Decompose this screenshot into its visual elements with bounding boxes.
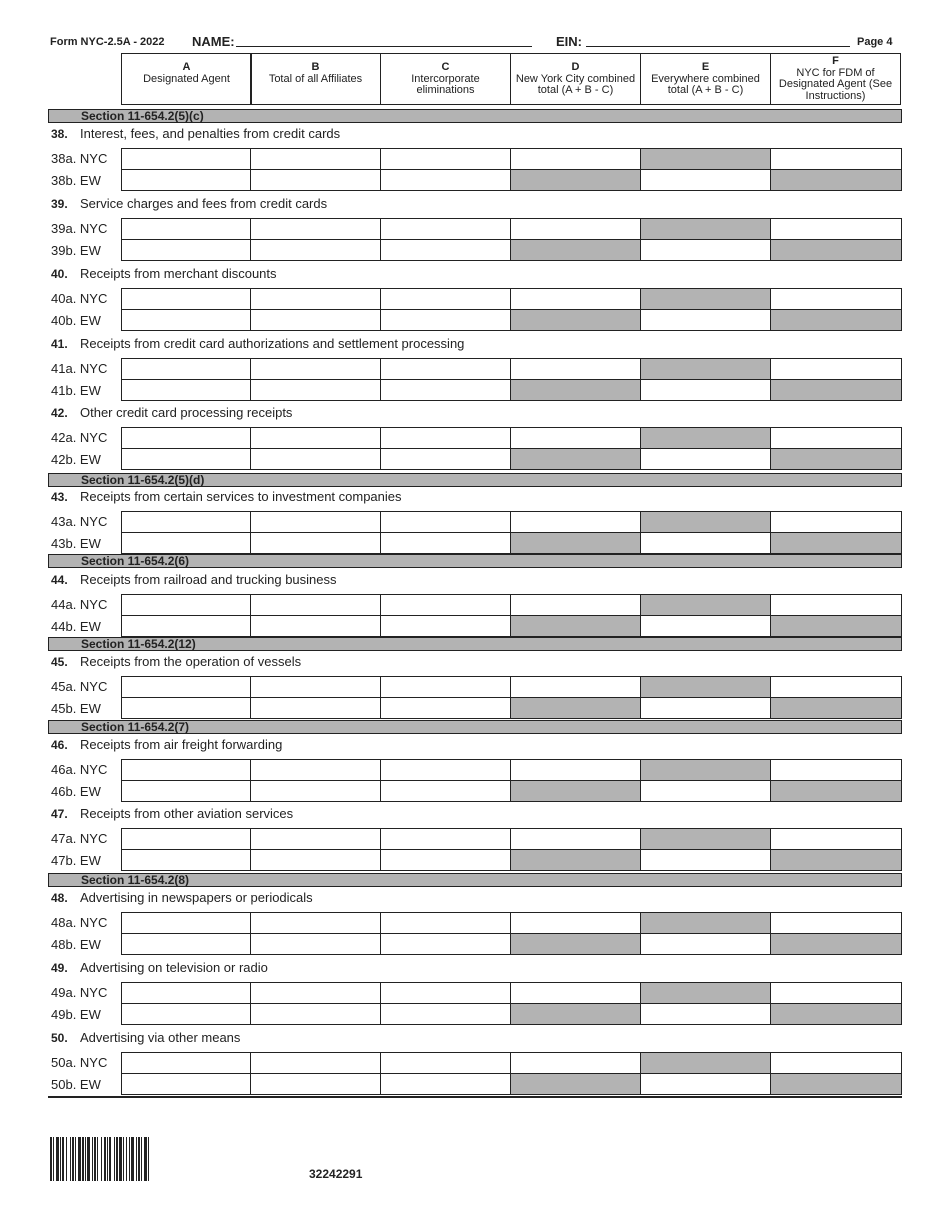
input-cell-ew-col-c[interactable] <box>380 169 512 191</box>
input-cell-nyc-col-b[interactable] <box>250 1052 382 1074</box>
column-description: NYC for FDM of Designated Agent (See Instructions) <box>778 66 893 102</box>
input-cell-nyc-col-e <box>640 759 772 781</box>
name-field[interactable] <box>236 46 532 47</box>
input-cell-ew-col-c[interactable] <box>380 448 512 470</box>
page-number: Page 4 <box>857 36 893 48</box>
input-cell-ew-col-d <box>510 448 642 470</box>
input-cell-nyc-col-d[interactable] <box>510 511 642 533</box>
line-number: 38. <box>51 127 68 141</box>
input-cell-nyc-col-a[interactable] <box>121 912 253 934</box>
input-cell-nyc-col-c[interactable] <box>380 912 512 934</box>
input-cell-ew-col-f <box>770 448 902 470</box>
line-text: Receipts from other aviation services <box>80 806 294 821</box>
input-cell-nyc-col-c[interactable] <box>380 828 512 850</box>
input-cell-ew-col-f <box>770 239 902 261</box>
input-cell-nyc-col-d[interactable] <box>510 759 642 781</box>
input-cell-ew-col-d <box>510 309 642 331</box>
input-cell-ew-col-c[interactable] <box>380 1073 512 1095</box>
input-cell-ew-col-f <box>770 532 902 554</box>
section-header: Section 11-654.2(5)(c) <box>48 109 902 123</box>
input-cell-nyc-col-b[interactable] <box>250 218 382 240</box>
input-cell-ew-col-d <box>510 780 642 802</box>
line-text: Advertising in newspapers or periodicals <box>80 890 313 905</box>
input-cell-nyc-col-c[interactable] <box>380 982 512 1004</box>
input-cell-nyc-col-e <box>640 358 772 380</box>
row-label-ew: 42b. EW <box>51 452 101 467</box>
input-cell-nyc-col-f[interactable] <box>770 288 902 310</box>
barcode-bar <box>149 1137 151 1181</box>
input-cell-ew-col-b[interactable] <box>250 448 382 470</box>
input-cell-nyc-col-c[interactable] <box>380 427 512 449</box>
column-header-c <box>380 53 511 105</box>
input-cell-ew-col-a[interactable] <box>121 379 253 401</box>
input-cell-ew-col-e[interactable] <box>640 309 772 331</box>
input-cell-nyc-col-f[interactable] <box>770 427 902 449</box>
column-description: Designated Agent <box>143 72 230 85</box>
line-description <box>51 1030 240 1045</box>
input-cell-nyc-col-e <box>640 511 772 533</box>
input-cell-nyc-col-a[interactable] <box>121 358 253 380</box>
section-header: Section 11-654.2(6) <box>48 554 902 568</box>
input-cell-ew-col-b[interactable] <box>250 849 382 871</box>
input-cell-ew-col-a[interactable] <box>121 849 253 871</box>
input-cell-nyc-col-d[interactable] <box>510 358 642 380</box>
line-description <box>51 196 327 211</box>
input-cell-nyc-col-f[interactable] <box>770 1052 902 1074</box>
input-cell-ew-col-a[interactable] <box>121 1073 253 1095</box>
input-cell-ew-col-e[interactable] <box>640 448 772 470</box>
line-number: 43. <box>51 490 68 504</box>
column-letter: D <box>571 61 580 73</box>
line-text: Receipts from air freight forwarding <box>80 737 283 752</box>
row-label-nyc: 42a. NYC <box>51 430 108 445</box>
line-number: 49. <box>51 961 68 975</box>
input-cell-nyc-col-b[interactable] <box>250 828 382 850</box>
input-cell-nyc-col-a[interactable] <box>121 759 253 781</box>
input-cell-nyc-col-b[interactable] <box>250 427 382 449</box>
input-cell-nyc-col-f[interactable] <box>770 982 902 1004</box>
input-cell-ew-col-b[interactable] <box>250 1073 382 1095</box>
row-label-nyc: 46a. NYC <box>51 762 108 777</box>
input-cell-ew-col-a[interactable] <box>121 697 253 719</box>
row-label-nyc: 39a. NYC <box>51 221 108 236</box>
input-cell-ew-col-b[interactable] <box>250 169 382 191</box>
input-cell-ew-col-b[interactable] <box>250 615 382 637</box>
row-label-ew: 44b. EW <box>51 619 101 634</box>
input-cell-ew-col-b[interactable] <box>250 379 382 401</box>
row-label-ew: 50b. EW <box>51 1077 101 1092</box>
input-cell-ew-col-d <box>510 532 642 554</box>
input-cell-ew-col-c[interactable] <box>380 849 512 871</box>
input-cell-ew-col-d <box>510 1003 642 1025</box>
input-cell-ew-col-b[interactable] <box>250 933 382 955</box>
input-cell-ew-col-c[interactable] <box>380 239 512 261</box>
line-text: Receipts from the operation of vessels <box>80 654 302 669</box>
row-label-ew: 45b. EW <box>51 701 101 716</box>
input-cell-ew-col-c[interactable] <box>380 379 512 401</box>
input-cell-ew-col-f <box>770 379 902 401</box>
input-cell-nyc-col-d[interactable] <box>510 982 642 1004</box>
input-cell-ew-col-f <box>770 1003 902 1025</box>
row-label-nyc: 49a. NYC <box>51 985 108 1000</box>
column-description: Everywhere combined total (A + B - C) <box>651 72 760 96</box>
section-header: Section 11-654.2(12) <box>48 637 902 651</box>
input-cell-ew-col-f <box>770 849 902 871</box>
input-cell-nyc-col-d[interactable] <box>510 288 642 310</box>
line-text: Receipts from certain services to investment companies <box>80 489 402 504</box>
input-cell-nyc-col-f[interactable] <box>770 594 902 616</box>
row-label-ew: 41b. EW <box>51 383 101 398</box>
input-cell-nyc-col-d[interactable] <box>510 218 642 240</box>
line-number: 41. <box>51 337 68 351</box>
input-cell-ew-col-d <box>510 697 642 719</box>
barcode-number: 32242291 <box>309 1167 363 1181</box>
line-number: 50. <box>51 1031 68 1045</box>
input-cell-ew-col-a[interactable] <box>121 1003 253 1025</box>
input-cell-nyc-col-f[interactable] <box>770 759 902 781</box>
input-cell-nyc-col-c[interactable] <box>380 676 512 698</box>
column-letter: B <box>311 61 320 73</box>
line-description <box>51 266 277 281</box>
input-cell-ew-col-d <box>510 379 642 401</box>
line-description <box>51 572 337 587</box>
column-header-b <box>250 53 381 105</box>
input-cell-nyc-col-e <box>640 676 772 698</box>
input-cell-nyc-col-d[interactable] <box>510 148 642 170</box>
input-cell-nyc-col-c[interactable] <box>380 148 512 170</box>
input-cell-nyc-col-c[interactable] <box>380 288 512 310</box>
input-cell-ew-col-b[interactable] <box>250 780 382 802</box>
input-cell-ew-col-e[interactable] <box>640 933 772 955</box>
input-cell-ew-col-c[interactable] <box>380 1003 512 1025</box>
line-description <box>51 806 293 821</box>
row-label-ew: 48b. EW <box>51 937 101 952</box>
input-cell-nyc-col-a[interactable] <box>121 982 253 1004</box>
line-text: Receipts from credit card authorizations and settlement processing <box>80 336 465 351</box>
line-description <box>51 336 464 351</box>
input-cell-nyc-col-a[interactable] <box>121 427 253 449</box>
bottom-rule <box>48 1096 902 1098</box>
input-cell-nyc-col-d[interactable] <box>510 1052 642 1074</box>
input-cell-ew-col-e[interactable] <box>640 379 772 401</box>
line-number: 48. <box>51 891 68 905</box>
input-cell-ew-col-a[interactable] <box>121 933 253 955</box>
ein-label: EIN: <box>556 34 582 49</box>
form-id: Form NYC-2.5A - 2022 <box>50 36 165 48</box>
input-cell-nyc-col-b[interactable] <box>250 759 382 781</box>
line-description <box>51 960 268 975</box>
section-header: Section 11-654.2(5)(d) <box>48 473 902 487</box>
row-label-nyc: 45a. NYC <box>51 679 108 694</box>
input-cell-ew-col-d <box>510 933 642 955</box>
input-cell-nyc-col-b[interactable] <box>250 148 382 170</box>
input-cell-nyc-col-a[interactable] <box>121 828 253 850</box>
input-cell-ew-col-e[interactable] <box>640 532 772 554</box>
input-cell-ew-col-a[interactable] <box>121 448 253 470</box>
input-cell-nyc-col-e <box>640 148 772 170</box>
column-header-d <box>510 53 641 105</box>
input-cell-ew-col-b[interactable] <box>250 532 382 554</box>
row-label-nyc: 47a. NYC <box>51 831 108 846</box>
input-cell-nyc-col-e <box>640 982 772 1004</box>
row-label-ew: 39b. EW <box>51 243 101 258</box>
section-header: Section 11-654.2(8) <box>48 873 902 887</box>
column-letter: A <box>182 61 191 73</box>
input-cell-ew-col-b[interactable] <box>250 697 382 719</box>
line-number: 44. <box>51 573 68 587</box>
column-letter: C <box>441 61 450 73</box>
line-text: Other credit card processing receipts <box>80 405 293 420</box>
input-cell-ew-col-e[interactable] <box>640 697 772 719</box>
input-cell-nyc-col-a[interactable] <box>121 511 253 533</box>
input-cell-nyc-col-c[interactable] <box>380 358 512 380</box>
input-cell-ew-col-e[interactable] <box>640 239 772 261</box>
row-label-nyc: 40a. NYC <box>51 291 108 306</box>
line-text: Service charges and fees from credit cards <box>80 196 328 211</box>
input-cell-ew-col-a[interactable] <box>121 532 253 554</box>
input-cell-ew-col-d <box>510 239 642 261</box>
input-cell-nyc-col-d[interactable] <box>510 912 642 934</box>
input-cell-nyc-col-a[interactable] <box>121 676 253 698</box>
column-header-f <box>770 53 901 105</box>
line-text: Receipts from merchant discounts <box>80 266 277 281</box>
row-label-nyc: 50a. NYC <box>51 1055 108 1070</box>
line-text: Interest, fees, and penalties from credit cards <box>80 126 341 141</box>
input-cell-ew-col-f <box>770 309 902 331</box>
line-description <box>51 489 402 504</box>
row-label-ew: 46b. EW <box>51 784 101 799</box>
input-cell-nyc-col-f[interactable] <box>770 676 902 698</box>
input-cell-nyc-col-d[interactable] <box>510 427 642 449</box>
row-label-ew: 49b. EW <box>51 1007 101 1022</box>
input-cell-ew-col-d <box>510 1073 642 1095</box>
input-cell-nyc-col-e <box>640 427 772 449</box>
input-cell-nyc-col-e <box>640 218 772 240</box>
line-text: Advertising on television or radio <box>80 960 268 975</box>
input-cell-ew-col-a[interactable] <box>121 780 253 802</box>
input-cell-nyc-col-c[interactable] <box>380 218 512 240</box>
input-cell-ew-col-c[interactable] <box>380 615 512 637</box>
input-cell-nyc-col-b[interactable] <box>250 594 382 616</box>
line-number: 40. <box>51 267 68 281</box>
input-cell-ew-col-a[interactable] <box>121 239 253 261</box>
name-label: NAME: <box>192 34 235 49</box>
line-description <box>51 737 282 752</box>
input-cell-nyc-col-f[interactable] <box>770 148 902 170</box>
input-cell-nyc-col-a[interactable] <box>121 594 253 616</box>
line-text: Receipts from railroad and trucking business <box>80 572 337 587</box>
line-number: 45. <box>51 655 68 669</box>
input-cell-nyc-col-a[interactable] <box>121 148 253 170</box>
row-label-ew: 38b. EW <box>51 173 101 188</box>
input-cell-ew-col-d <box>510 169 642 191</box>
column-description: New York City combined total (A + B - C) <box>515 72 636 96</box>
column-header-e <box>640 53 771 105</box>
row-label-nyc: 38a. NYC <box>51 151 108 166</box>
input-cell-ew-col-d <box>510 615 642 637</box>
line-number: 47. <box>51 807 68 821</box>
row-label-ew: 43b. EW <box>51 536 101 551</box>
row-label-nyc: 44a. NYC <box>51 597 108 612</box>
input-cell-nyc-col-a[interactable] <box>121 1052 253 1074</box>
input-cell-nyc-col-b[interactable] <box>250 511 382 533</box>
input-cell-ew-col-d <box>510 849 642 871</box>
column-letter: F <box>832 55 839 67</box>
input-cell-nyc-col-e <box>640 912 772 934</box>
input-cell-ew-col-e[interactable] <box>640 1073 772 1095</box>
line-description <box>51 654 301 669</box>
input-cell-ew-col-f <box>770 1073 902 1095</box>
input-cell-ew-col-f <box>770 780 902 802</box>
input-cell-ew-col-f <box>770 615 902 637</box>
line-number: 42. <box>51 406 68 420</box>
input-cell-nyc-col-f[interactable] <box>770 511 902 533</box>
input-cell-nyc-col-a[interactable] <box>121 288 253 310</box>
input-cell-ew-col-b[interactable] <box>250 309 382 331</box>
column-description: Total of all Affiliates <box>268 72 363 85</box>
row-label-ew: 47b. EW <box>51 853 101 868</box>
input-cell-ew-col-a[interactable] <box>121 615 253 637</box>
input-cell-ew-col-c[interactable] <box>380 780 512 802</box>
input-cell-ew-col-b[interactable] <box>250 239 382 261</box>
line-number: 39. <box>51 197 68 211</box>
input-cell-ew-col-f <box>770 933 902 955</box>
input-cell-ew-col-f <box>770 697 902 719</box>
row-label-ew: 40b. EW <box>51 313 101 328</box>
input-cell-ew-col-e[interactable] <box>640 780 772 802</box>
row-label-nyc: 43a. NYC <box>51 514 108 529</box>
input-cell-nyc-col-c[interactable] <box>380 1052 512 1074</box>
input-cell-ew-col-e[interactable] <box>640 849 772 871</box>
input-cell-ew-col-e[interactable] <box>640 615 772 637</box>
input-cell-nyc-col-b[interactable] <box>250 912 382 934</box>
line-number: 46. <box>51 738 68 752</box>
line-text: Advertising via other means <box>80 1030 241 1045</box>
input-cell-nyc-col-e <box>640 1052 772 1074</box>
input-cell-nyc-col-e <box>640 288 772 310</box>
input-cell-ew-col-c[interactable] <box>380 532 512 554</box>
input-cell-nyc-col-f[interactable] <box>770 218 902 240</box>
input-cell-ew-col-f <box>770 169 902 191</box>
row-label-nyc: 48a. NYC <box>51 915 108 930</box>
input-cell-ew-col-c[interactable] <box>380 309 512 331</box>
input-cell-ew-col-a[interactable] <box>121 309 253 331</box>
input-cell-ew-col-c[interactable] <box>380 933 512 955</box>
input-cell-ew-col-e[interactable] <box>640 1003 772 1025</box>
input-cell-ew-col-e[interactable] <box>640 169 772 191</box>
input-cell-nyc-col-e <box>640 828 772 850</box>
line-description <box>51 890 313 905</box>
input-cell-nyc-col-c[interactable] <box>380 759 512 781</box>
input-cell-nyc-col-f[interactable] <box>770 358 902 380</box>
line-description <box>51 405 292 420</box>
column-header-a <box>121 53 252 105</box>
section-header: Section 11-654.2(7) <box>48 720 902 734</box>
input-cell-nyc-col-d[interactable] <box>510 594 642 616</box>
barcode <box>50 1137 246 1181</box>
input-cell-nyc-col-a[interactable] <box>121 218 253 240</box>
row-label-nyc: 41a. NYC <box>51 361 108 376</box>
input-cell-ew-col-a[interactable] <box>121 169 253 191</box>
input-cell-nyc-col-b[interactable] <box>250 982 382 1004</box>
input-cell-nyc-col-f[interactable] <box>770 912 902 934</box>
input-cell-nyc-col-b[interactable] <box>250 288 382 310</box>
input-cell-nyc-col-e <box>640 594 772 616</box>
line-description <box>51 126 340 141</box>
input-cell-ew-col-c[interactable] <box>380 697 512 719</box>
input-cell-nyc-col-d[interactable] <box>510 828 642 850</box>
input-cell-ew-col-b[interactable] <box>250 1003 382 1025</box>
column-letter: E <box>701 61 710 73</box>
input-cell-nyc-col-c[interactable] <box>380 594 512 616</box>
column-description: Intercorporate eliminations <box>411 72 480 96</box>
input-cell-nyc-col-b[interactable] <box>250 676 382 698</box>
input-cell-nyc-col-f[interactable] <box>770 828 902 850</box>
input-cell-nyc-col-c[interactable] <box>380 511 512 533</box>
input-cell-nyc-col-d[interactable] <box>510 676 642 698</box>
ein-field[interactable] <box>586 46 850 47</box>
input-cell-nyc-col-b[interactable] <box>250 358 382 380</box>
